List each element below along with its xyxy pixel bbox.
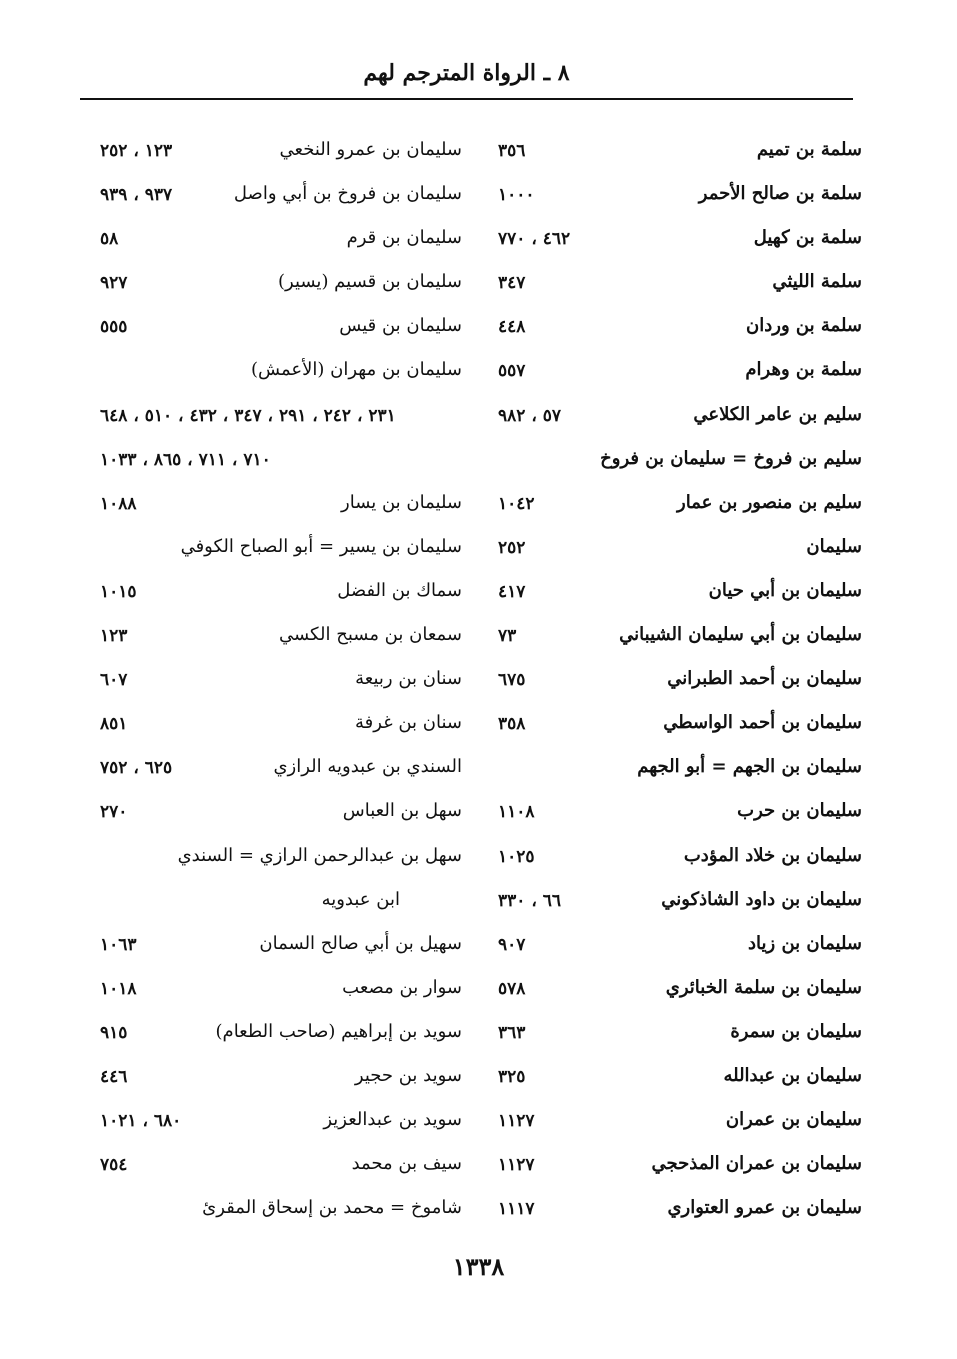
entry-pages: ١٠٢٥	[498, 846, 535, 867]
index-entry	[490, 837, 862, 881]
entry-pages: ٩١٥	[100, 1022, 128, 1043]
entry-name: سليمان بن قيس	[339, 315, 462, 337]
entry-pages: ١١٢٧	[498, 1111, 535, 1132]
entry-name: سلمة بن وردان	[746, 315, 862, 337]
entry-pages: ٤١٧	[498, 581, 526, 602]
entry-name: سليمان بن أحمد الطبراني	[667, 668, 862, 690]
entry-pages: ٩٠٧	[498, 934, 526, 955]
entry-pages: ٥٧ ، ٩٨٢	[498, 405, 561, 426]
index-entry	[490, 748, 862, 792]
entry-name: سماك بن الفضل	[337, 579, 462, 601]
entry-name: سهل بن عبدالرحمن الرازي = السندي	[177, 844, 462, 866]
index-entry	[490, 616, 862, 660]
entry-name: سليمان بن يسار	[341, 491, 462, 513]
index-entry	[96, 1145, 462, 1189]
index-entry	[96, 1013, 462, 1057]
index-entry	[96, 660, 462, 704]
index-entry	[490, 219, 862, 263]
index-entry	[490, 881, 862, 925]
page-number: ١٣٣٨	[452, 1252, 505, 1281]
index-entry	[96, 219, 462, 263]
entry-name: سليم بن عامر الكلاعي	[693, 403, 862, 425]
entry-pages: ٧١٠ ، ٧١١ ، ٨٦٥ ، ١٠٣٣	[100, 449, 271, 470]
entry-pages: ١٢٣ ، ٢٥٢	[100, 141, 173, 161]
index-entry	[96, 131, 462, 175]
entry-name: سليمان بن أبي سليمان الشيباني	[619, 624, 862, 646]
entry-pages: ٥٥٧	[498, 361, 526, 382]
index-entry	[96, 881, 462, 925]
entry-pages: ٦٠٧	[100, 670, 128, 691]
index-entry	[96, 396, 462, 440]
entry-name: سليمان بن سمرة	[730, 1020, 862, 1042]
index-entry	[490, 1101, 862, 1145]
entry-pages: ٣٥٨	[498, 714, 526, 735]
entry-name: سليمان بن عمرو النخعي	[279, 139, 462, 160]
entry-name: سليمان بن يسير = أبو الصباح الكوفي	[180, 535, 462, 557]
entry-name: سليمان بن فروخ بن أبي واصل	[233, 183, 462, 205]
index-entry	[96, 616, 462, 660]
index-entry	[96, 969, 462, 1013]
page-header-title: ٨ ـ الرواة المترجم لهم	[363, 60, 570, 86]
index-entry	[96, 351, 462, 395]
entry-name: سهل بن العباس	[342, 800, 462, 822]
entry-name: سلمة بن صالح الأحمر	[698, 183, 862, 205]
index-entry	[490, 307, 862, 351]
entry-name: سليمان بن قرم	[346, 227, 462, 249]
entry-pages: ٥٨	[100, 229, 119, 250]
entry-name: سلمة بن كهيل	[753, 227, 862, 249]
entry-pages: ٩٣٧ ، ٩٣٩	[100, 185, 173, 206]
entry-name: سليمان بن مهران (الأعمش)	[251, 359, 462, 381]
entry-name: سليمان بن حرب	[737, 800, 862, 822]
entry-name: سليمان بن عمرو العتواري	[667, 1197, 862, 1219]
index-entry	[490, 969, 862, 1013]
entry-name: سلمة الليثي	[772, 271, 862, 293]
right-column	[490, 131, 862, 1233]
entry-name: سليمان بن أبي حيان	[708, 579, 862, 601]
index-entry	[490, 572, 862, 616]
index-entry	[490, 1013, 862, 1057]
entry-name: سلمة بن وهرام	[745, 359, 862, 381]
index-entry	[490, 1145, 862, 1189]
entry-pages: ٤٦٢ ، ٧٧٠	[498, 229, 571, 250]
entry-pages: ١٠٠٠	[498, 185, 535, 206]
entry-name: سليمان بن عمران	[725, 1109, 862, 1131]
index-entry	[490, 175, 862, 219]
index-entry	[490, 351, 862, 395]
entry-pages: ١٠٨٨	[100, 493, 137, 514]
entry-pages: ١١٠٨	[498, 802, 535, 823]
entry-pages: ٢٧٠	[100, 802, 128, 823]
index-entry	[96, 925, 462, 969]
index-entry	[96, 748, 462, 792]
entry-pages: ١٠٦٣	[100, 934, 137, 955]
entry-name: السندي بن عبدويه الرازي	[273, 756, 462, 778]
index-entry	[96, 837, 462, 881]
index-entry	[96, 175, 462, 219]
index-entry	[490, 440, 862, 484]
header-rule	[80, 98, 853, 100]
entry-pages: ٦٨٠ ، ١٠٢١	[100, 1111, 182, 1132]
entry-pages: ٧٥٤	[100, 1155, 128, 1176]
index-entry	[490, 1057, 862, 1101]
entry-name: سليمان	[806, 535, 862, 557]
index-entry	[490, 660, 862, 704]
entry-name: سليمان بن أحمد الواسطي	[663, 712, 862, 734]
entry-name: سيف بن محمد	[351, 1153, 462, 1175]
index-entry	[96, 1189, 462, 1233]
index-entry	[490, 792, 862, 836]
entry-name: سليمان بن الجهم = أبو الجهم	[637, 756, 862, 778]
index-entry	[490, 925, 862, 969]
entry-pages: ٦٦ ، ٣٣٠	[498, 890, 561, 911]
index-entry	[490, 484, 862, 528]
entry-name: ابن عبدويه	[321, 888, 400, 910]
entry-name: سويد بن عبدالعزيز	[323, 1109, 462, 1131]
entry-name: سليمان بن عبدالله	[723, 1064, 862, 1086]
entry-pages: ٨٥١	[100, 714, 128, 735]
entry-name: سنان بن غرفة	[355, 712, 462, 734]
entry-pages: ١١٢٧	[498, 1155, 535, 1176]
index-entry	[490, 131, 862, 175]
entry-name: سليمان بن داود الشاذكوني	[661, 888, 862, 910]
index-entry	[96, 792, 462, 836]
entry-pages: ٤٤٨	[498, 317, 526, 338]
index-entry	[96, 263, 462, 307]
index-entry	[96, 528, 462, 572]
entry-name: شاموخ = محمد بن إسحاق المقرئ	[202, 1197, 462, 1219]
entry-name: سليمان بن سلمة الخبائري	[665, 976, 862, 998]
entry-name: سليمان بن خلاد المؤدب	[683, 844, 862, 866]
entry-name: سمعان بن مسبح الكسي	[279, 624, 462, 646]
entry-name: سلمة بن تميم	[756, 139, 862, 160]
entry-pages: ٥٥٥	[100, 317, 128, 338]
entry-name: سليم بن فروخ = سليمان بن فروخ	[600, 447, 862, 469]
index-entry	[96, 484, 462, 528]
entry-pages: ١٠١٥	[100, 581, 137, 602]
index-entry	[490, 1189, 862, 1233]
index-entry	[96, 440, 462, 484]
entry-pages: ٣٢٥	[498, 1066, 526, 1087]
left-column	[96, 131, 462, 1233]
entry-pages: ٩٢٧	[100, 273, 128, 294]
index-entry	[490, 396, 862, 440]
entry-name: سهيل بن أبي صالح السمان	[259, 932, 462, 954]
index-entry	[96, 1101, 462, 1145]
entry-pages: ٢٥٢	[498, 537, 526, 558]
entry-pages: ٣٦٣	[498, 1022, 526, 1043]
entry-name: سليم بن منصور بن عمار	[677, 491, 862, 513]
entry-pages: ٣٥٦	[498, 141, 526, 161]
entry-name: سنان بن ربيعة	[355, 668, 462, 690]
index-entry	[490, 528, 862, 572]
entry-pages: ١٠٤٢	[498, 493, 535, 514]
index-entry	[96, 1057, 462, 1101]
entry-name: سوار بن مصعب	[342, 976, 462, 998]
index-entry	[490, 263, 862, 307]
index-entry	[96, 307, 462, 351]
entry-name: سليمان بن عمران المذحجي	[651, 1153, 862, 1175]
entry-pages: ٢٣١ ، ٢٤٢ ، ٢٩١ ، ٣٤٧ ، ٤٣٢ ، ٥١٠ ، ٦٤٨	[100, 405, 396, 426]
entry-pages: ٤٤٦	[100, 1066, 128, 1087]
entry-pages: ٥٧٨	[498, 978, 526, 999]
entry-name: سويد بن إبراهيم (صاحب الطعام)	[215, 1020, 462, 1042]
index-entry	[490, 704, 862, 748]
entry-name: سليمان بن زياد	[747, 932, 862, 954]
entry-pages: ٦٧٥	[498, 670, 526, 691]
entry-pages: ٦٢٥ ، ٧٥٢	[100, 758, 173, 779]
entry-pages: ١٢٣	[100, 626, 128, 647]
entry-name: سويد بن حجير	[354, 1064, 462, 1086]
index-entry	[96, 704, 462, 748]
entry-name: سليمان بن قسيم (يسير)	[277, 271, 462, 293]
index-entry	[96, 572, 462, 616]
entry-pages: ١٠١٨	[100, 978, 137, 999]
entry-pages: ١١١٧	[498, 1199, 535, 1220]
entry-pages: ٣٤٧	[498, 273, 526, 294]
entry-pages: ٧٣	[498, 626, 517, 647]
